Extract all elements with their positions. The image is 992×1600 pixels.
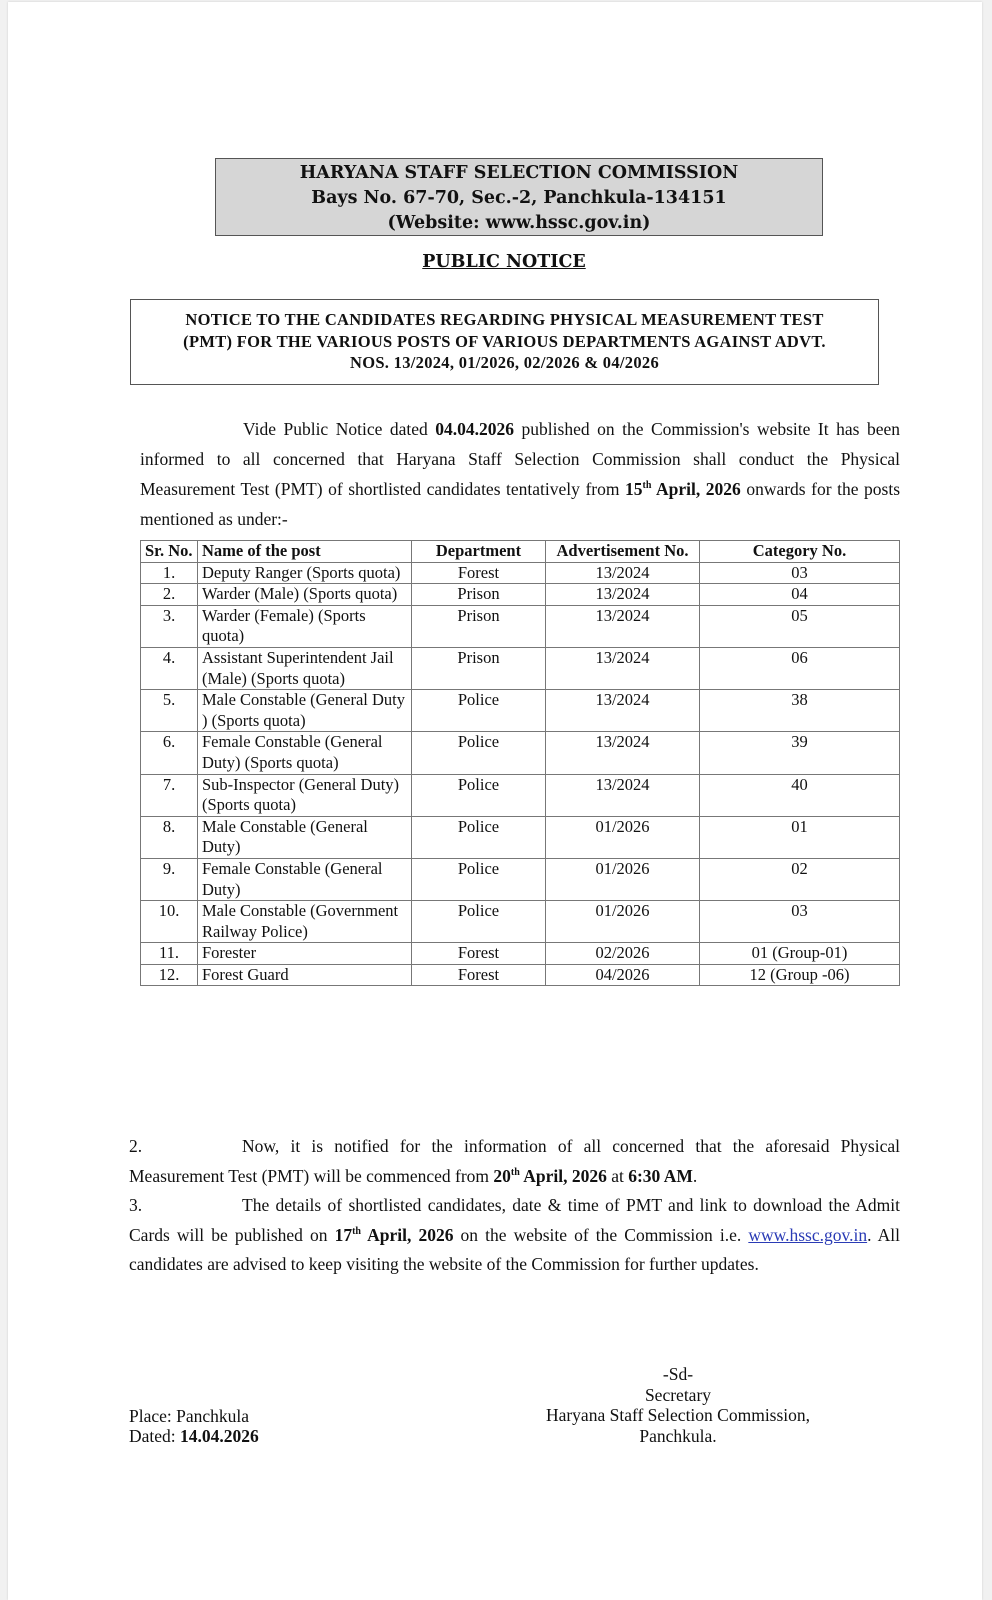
- document-page: [8, 2, 982, 1600]
- table-row: [141, 901, 900, 943]
- cell-department: Forest: [412, 562, 546, 584]
- cell-category-no: 40: [700, 774, 900, 816]
- table-row: [141, 774, 900, 816]
- cell-advertisement-no: 13/2024: [546, 584, 700, 606]
- cell-advertisement-no: 13/2024: [546, 647, 700, 689]
- website-link[interactable]: www.hssc.gov.in: [748, 1224, 868, 1245]
- cell-category-no: 05: [700, 605, 900, 647]
- cell-post-name: Male Constable (Government Railway Police): [198, 901, 412, 943]
- table-row: [141, 605, 900, 647]
- org-website: (Website: www.hssc.gov.in): [387, 213, 651, 233]
- cell-sr-no: 2.: [141, 584, 198, 606]
- org-address: Bays No. 67-70, Sec.-2, Panchkula-134151: [311, 188, 727, 208]
- cell-post-name: Warder (Male) (Sports quota): [198, 584, 412, 606]
- cell-advertisement-no: 01/2026: [546, 858, 700, 900]
- cell-sr-no: 7.: [141, 774, 198, 816]
- cell-post-name: Male Constable (General Duty): [198, 816, 412, 858]
- posts-table: [140, 540, 900, 986]
- table-row: [141, 943, 900, 965]
- cell-advertisement-no: 04/2026: [546, 964, 700, 986]
- cell-department: Police: [412, 690, 546, 732]
- org-name: HARYANA STAFF SELECTION COMMISSION: [299, 163, 739, 183]
- subject-line-3: NOS. 13/2024, 01/2026, 02/2026 & 04/2026: [349, 353, 659, 372]
- cell-department: Prison: [412, 647, 546, 689]
- header-sr-no: Sr. No.: [141, 541, 198, 563]
- header-post-name: Name of the post: [198, 541, 412, 563]
- table-header-row: [141, 541, 900, 563]
- table-row: [141, 964, 900, 986]
- cell-post-name: Deputy Ranger (Sports quota): [198, 562, 412, 584]
- cell-department: Police: [412, 858, 546, 900]
- dated: Dated: 14.04.2026: [129, 1426, 259, 1446]
- commencement-paragraphs: [129, 1132, 900, 1280]
- signatory-designation: Secretary: [644, 1384, 712, 1405]
- cell-advertisement-no: 13/2024: [546, 774, 700, 816]
- cell-post-name: Female Constable (General Duty) (Sports quota): [198, 732, 412, 774]
- cell-sr-no: 1.: [141, 562, 198, 584]
- subject-line-1: NOTICE TO THE CANDIDATES REGARDING PHYSICAL MEASUREMENT TEST: [185, 310, 824, 329]
- admit-card-date: 17th April, 2026: [334, 1224, 454, 1245]
- table-row: [141, 690, 900, 732]
- cell-post-name: Sub-Inspector (General Duty) (Sports quota): [198, 774, 412, 816]
- pmt-start-time: 6:30 AM: [628, 1165, 693, 1186]
- cell-post-name: Forest Guard: [198, 964, 412, 986]
- cell-category-no: 04: [700, 584, 900, 606]
- cell-advertisement-no: 13/2024: [546, 562, 700, 584]
- intro-paragraph: Vide Public Notice dated 04.04.2026 published on the Commission's website It has been informed to all concerned that Haryana Staff Selection Commission shall conduct the Physical Measurement Test (PMT) of shortlisted candidates tentatively from 15th April, 2026 onwards for the posts mentioned as under:-: [140, 419, 900, 529]
- signed-mark: -Sd-: [662, 1364, 694, 1384]
- cell-advertisement-no: 02/2026: [546, 943, 700, 965]
- cell-sr-no: 5.: [141, 690, 198, 732]
- cell-category-no: 01 (Group-01): [700, 943, 900, 965]
- cell-sr-no: 12.: [141, 964, 198, 986]
- pmt-start-date: 20th April, 2026: [493, 1165, 607, 1186]
- cell-category-no: 01: [700, 816, 900, 858]
- cell-department: Police: [412, 816, 546, 858]
- table-row: [141, 816, 900, 858]
- signatory-city: Panchkula.: [639, 1425, 717, 1446]
- subject-line-2: (PMT) FOR THE VARIOUS POSTS OF VARIOUS DEPARTMENTS AGAINST ADVT.: [183, 331, 826, 351]
- cell-sr-no: 8.: [141, 816, 198, 858]
- cell-post-name: Male Constable (General Duty ) (Sports quota): [198, 690, 412, 732]
- cell-department: Forest: [412, 964, 546, 986]
- cell-department: Forest: [412, 943, 546, 965]
- cell-category-no: 38: [700, 690, 900, 732]
- signature-block: [518, 1364, 838, 1446]
- place-date-block: [129, 1406, 259, 1446]
- cell-post-name: Warder (Female) (Sports quota): [198, 605, 412, 647]
- cell-advertisement-no: 13/2024: [546, 732, 700, 774]
- cell-sr-no: 3.: [141, 605, 198, 647]
- cell-category-no: 39: [700, 732, 900, 774]
- cell-advertisement-no: 01/2026: [546, 901, 700, 943]
- cell-category-no: 06: [700, 647, 900, 689]
- page-title: PUBLIC NOTICE: [422, 252, 586, 272]
- paragraph-3: 3. The details of shortlisted candidates, date & time of PMT and link to download the Admit Cards will be published on 17th April, 2026 on the website of the Commission i.e. www.hssc.gov.in. All candidates are advised to keep visiting the website of the Commission for further updates.: [129, 1195, 900, 1274]
- cell-sr-no: 4.: [141, 647, 198, 689]
- letterhead-box: [215, 158, 823, 236]
- issue-date: 14.04.2026: [180, 1426, 259, 1446]
- cell-sr-no: 6.: [141, 732, 198, 774]
- cell-post-name: Forester: [198, 943, 412, 965]
- notice-subject-box: [130, 299, 879, 385]
- cell-department: Police: [412, 901, 546, 943]
- header-category-no: Category No.: [700, 541, 900, 563]
- header-advertisement-no: Advertisement No.: [546, 541, 700, 563]
- cell-post-name: Female Constable (General Duty): [198, 858, 412, 900]
- cell-advertisement-no: 13/2024: [546, 605, 700, 647]
- cell-advertisement-no: 01/2026: [546, 816, 700, 858]
- cell-department: Prison: [412, 605, 546, 647]
- cell-post-name: Assistant Superintendent Jail (Male) (Sports quota): [198, 647, 412, 689]
- cell-department: Police: [412, 774, 546, 816]
- cell-category-no: 03: [700, 901, 900, 943]
- paragraph-2: 2. Now, it is notified for the information of all concerned that the aforesaid Physical Measurement Test (PMT) will be commenced from 20th April, 2026 at 6:30 AM.: [129, 1136, 900, 1186]
- cell-department: Police: [412, 732, 546, 774]
- header-department: Department: [412, 541, 546, 563]
- cell-category-no: 02: [700, 858, 900, 900]
- table-row: [141, 732, 900, 774]
- table-row: [141, 858, 900, 900]
- cell-category-no: 12 (Group -06): [700, 964, 900, 986]
- cell-sr-no: 11.: [141, 943, 198, 965]
- cell-department: Prison: [412, 584, 546, 606]
- place: Place: Panchkula: [129, 1406, 250, 1426]
- signatory-org: Haryana Staff Selection Commission,: [545, 1405, 811, 1425]
- cell-sr-no: 10.: [141, 901, 198, 943]
- cell-advertisement-no: 13/2024: [546, 690, 700, 732]
- table-row: [141, 562, 900, 584]
- previous-notice-date: 04.04.2026: [435, 419, 515, 439]
- cell-category-no: 03: [700, 562, 900, 584]
- table-row: [141, 647, 900, 689]
- cell-sr-no: 9.: [141, 858, 198, 900]
- table-row: [141, 584, 900, 606]
- tentative-start-date: 15th April, 2026: [625, 479, 741, 499]
